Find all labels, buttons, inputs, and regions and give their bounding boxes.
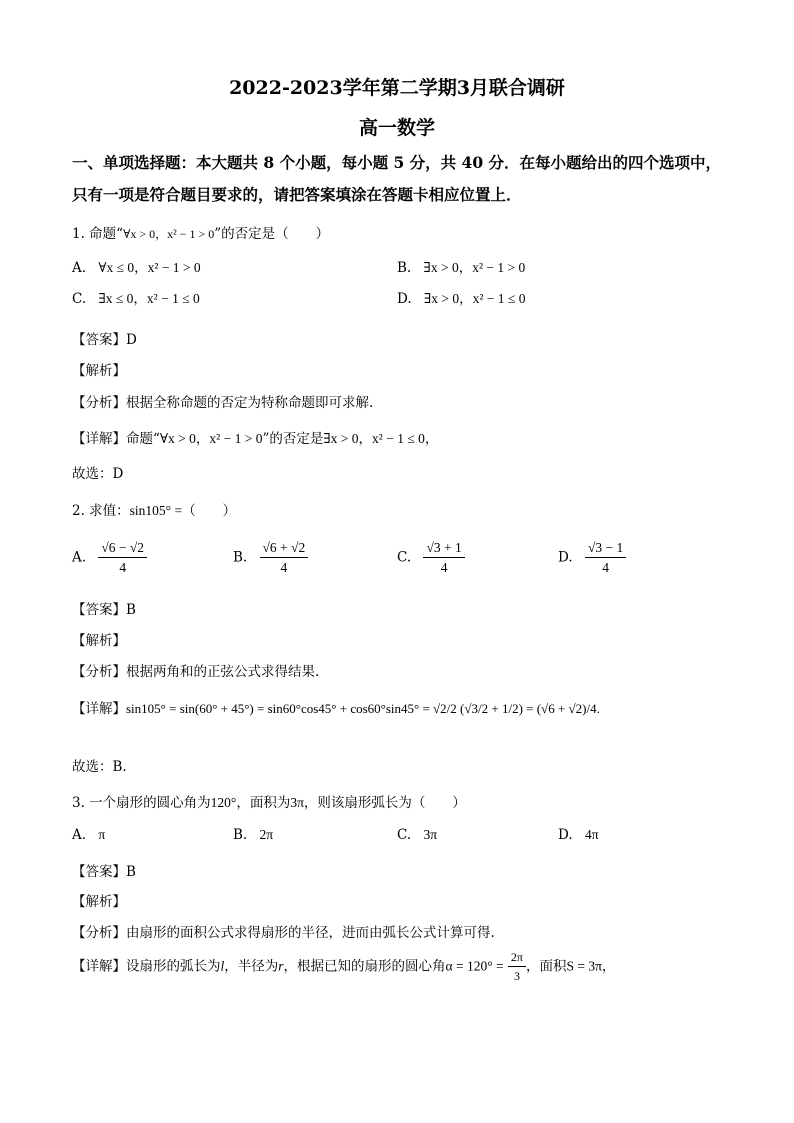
detail-result: ∃x > 0，x² − 1 ≤ 0，	[323, 431, 439, 446]
detail-tag: 【详解】	[72, 431, 126, 447]
fraction-denominator: 4	[440, 560, 448, 575]
option-label: B.	[233, 549, 248, 566]
detail-alpha: α = 120° =	[445, 958, 504, 974]
q3-answer	[72, 860, 136, 880]
q1-conclusion: 故选：D	[72, 466, 124, 482]
option-label: B.	[397, 260, 412, 276]
detail-mid: ”的否定是	[262, 431, 324, 447]
fenxi-tag: 【分析】	[72, 395, 126, 411]
fraction-numerator: √6 − √2	[98, 540, 147, 558]
q1-prefix: 1. 命题“	[72, 226, 124, 242]
q1-analysis-tag: 【解析】	[72, 363, 126, 379]
section-heading-line1: 一、单项选择题：本大题共 8 个小题，每小题 5 分，共 40 分．在每小题给出的四个选项中，	[72, 153, 722, 172]
detail-tag: 【详解】	[72, 701, 126, 717]
detail-S: S = 3π	[566, 958, 602, 974]
option-label: D.	[397, 291, 412, 307]
fraction-numerator: √3 − 1	[585, 540, 626, 558]
detail-r: r	[278, 958, 284, 974]
option-label: D.	[558, 827, 573, 843]
q2-prefix: 2. 求值：	[72, 503, 130, 519]
answer-value: B	[126, 864, 136, 880]
question-2	[72, 499, 236, 519]
option-label: C.	[397, 549, 412, 566]
option-text: π	[98, 827, 106, 842]
q3-option-a	[72, 827, 105, 843]
fenxi-text: 根据两角和的正弦公式求得结果.	[126, 664, 320, 680]
detail-e: ，	[601, 958, 616, 975]
question-3	[72, 791, 466, 811]
q2-option-d	[558, 540, 626, 576]
option-fraction	[260, 540, 309, 576]
question-1	[72, 222, 329, 242]
fraction-denominator: 4	[119, 560, 127, 575]
fenxi-text: 根据全称命题的否定为特称命题即可求解.	[126, 395, 374, 411]
q2-option-c	[397, 540, 465, 576]
option-label: C.	[72, 291, 87, 307]
option-text: 4π	[584, 827, 599, 842]
q3-prefix: 3. 一个扇形的圆心角为	[72, 795, 211, 811]
q3-mid: ，面积为	[236, 795, 291, 811]
fraction-denominator: 4	[280, 560, 288, 575]
q3-area: 3π	[290, 795, 304, 810]
fenxi-text: 由扇形的面积公式求得扇形的半径，进而由弧长公式计算可得.	[126, 925, 495, 941]
answer-tag: 【答案】	[72, 332, 126, 348]
q1-suffix: ”的否定是（ ）	[214, 226, 330, 242]
option-fraction	[423, 540, 464, 576]
detail-formula: sin105° = sin(60° + 45°) = sin60°cos45° + cos60°sin45° = √2/2 (√3/2 + 1/2) = (√6 + √2)/4.	[126, 701, 600, 716]
option-text: ∀x ≤ 0，x² − 1 > 0	[98, 260, 201, 275]
option-text: ∃x > 0，x² − 1 > 0	[423, 260, 526, 275]
option-fraction	[98, 540, 147, 576]
option-label: B.	[233, 827, 248, 843]
detail-l: l	[220, 958, 225, 974]
detail-d: ，面积	[525, 958, 567, 975]
q2-fenxi	[72, 660, 319, 680]
page-title: 2022-2023学年第二学期3月联合调研	[229, 77, 565, 99]
option-fraction	[585, 540, 626, 576]
answer-value: B	[126, 602, 136, 618]
fraction-denominator: 3	[513, 969, 520, 983]
q3-detail	[72, 950, 615, 984]
fraction-numerator: 2π	[508, 950, 526, 967]
q3-fenxi	[72, 921, 495, 941]
detail-a: 设扇形的弧长为	[126, 958, 221, 975]
detail-c: ，根据已知的扇形的圆心角	[283, 958, 446, 975]
answer-value: D	[126, 332, 137, 348]
q3-suffix: ，则该扇形弧长为（ ）	[303, 795, 466, 811]
q1-option-a	[72, 256, 201, 276]
answer-tag: 【答案】	[72, 864, 126, 880]
fenxi-tag: 【分析】	[72, 664, 126, 680]
q1-option-c	[72, 287, 200, 307]
q2-option-b	[233, 540, 308, 576]
q1-detail	[72, 427, 438, 447]
option-text: 3π	[423, 827, 438, 842]
q3-option-b	[233, 827, 273, 843]
detail-proposition: ∀x > 0，x² − 1 > 0	[159, 431, 263, 446]
q2-suffix: （ ）	[182, 503, 237, 519]
q3-option-c	[397, 827, 437, 843]
q1-proposition: ∀x > 0，x² − 1 > 0	[123, 227, 215, 241]
q1-option-b	[397, 256, 525, 276]
option-label: A.	[72, 260, 87, 276]
q2-expr: sin105° =	[129, 503, 183, 518]
option-label: A.	[72, 549, 87, 566]
q2-answer	[72, 598, 136, 618]
section-heading-line2: 只有一项是符合题目要求的，请把答案填涂在答题卡相应位置上．	[72, 185, 522, 204]
fraction-denominator: 4	[602, 560, 609, 575]
option-label: A.	[72, 827, 87, 843]
q2-conclusion: 故选：B.	[72, 759, 127, 775]
option-text: ∃x > 0，x² − 1 ≤ 0	[423, 291, 526, 306]
q3-analysis-tag: 【解析】	[72, 894, 126, 910]
q3-option-d	[558, 827, 599, 843]
detail-b: ，半径为	[224, 958, 279, 975]
detail-fraction	[508, 950, 526, 984]
option-text: 2π	[259, 827, 274, 842]
q2-analysis-tag: 【解析】	[72, 633, 126, 649]
detail-prefix: 命题“	[126, 431, 160, 447]
q2-detail	[72, 697, 600, 717]
q2-option-a	[72, 540, 147, 576]
detail-tag: 【详解】	[72, 958, 126, 975]
option-label: D.	[558, 549, 573, 566]
fenxi-tag: 【分析】	[72, 925, 126, 941]
q1-option-d	[397, 287, 525, 307]
page-subtitle: 高一数学	[358, 117, 435, 139]
fraction-numerator: √3 + 1	[423, 540, 464, 558]
q1-answer	[72, 328, 137, 348]
q1-fenxi	[72, 391, 373, 411]
q3-angle: 120°	[210, 795, 237, 810]
option-label: C.	[397, 827, 412, 843]
fraction-numerator: √6 + √2	[260, 540, 309, 558]
option-text: ∃x ≤ 0，x² − 1 ≤ 0	[98, 291, 200, 306]
answer-tag: 【答案】	[72, 602, 126, 618]
